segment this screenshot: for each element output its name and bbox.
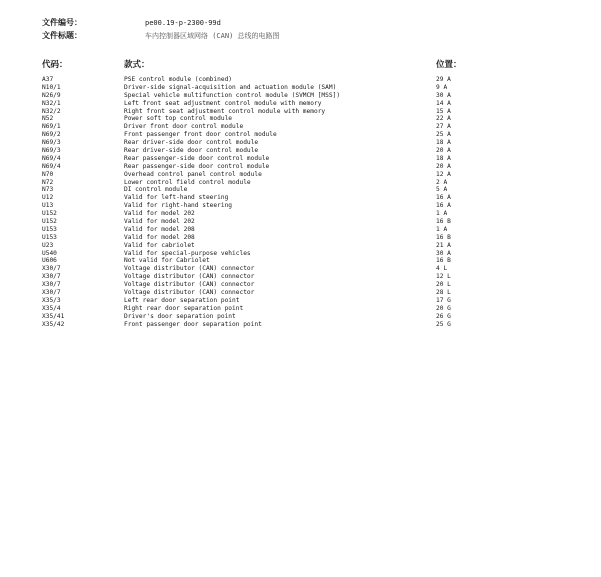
component-code: N69/4 — [42, 154, 61, 162]
component-description: Special vehicle multifunction control module (SVMCM [MSS]) — [124, 91, 341, 99]
component-code: N73 — [42, 186, 54, 194]
table-row — [0, 179, 601, 187]
component-location: 26 G — [436, 312, 451, 320]
component-location: 20 G — [436, 304, 451, 312]
component-code: N72 — [42, 178, 54, 186]
table-row — [0, 226, 601, 234]
component-description: Lower control field control module — [124, 178, 251, 186]
table-row — [0, 171, 601, 179]
table-row — [0, 108, 601, 116]
component-description: DI control module — [124, 186, 188, 194]
component-location: 20 A — [436, 147, 451, 155]
table-row — [0, 131, 601, 139]
component-location: 1 A — [436, 210, 448, 218]
table-row — [0, 257, 601, 265]
component-location: 4 L — [436, 265, 448, 273]
component-description: Right front seat adjustment control module with memory — [124, 107, 326, 115]
component-location: 9 A — [436, 83, 448, 91]
component-location: 27 A — [436, 123, 451, 131]
component-location: 25 A — [436, 131, 451, 139]
column-header-description: 款式： — [124, 60, 150, 70]
table-row — [0, 242, 601, 250]
table-row — [0, 281, 601, 289]
component-code: N69/2 — [42, 131, 61, 139]
component-code: X35/41 — [42, 312, 65, 320]
component-code: U13 — [42, 202, 54, 210]
component-description: Voltage distributor (CAN) connector — [124, 289, 255, 297]
component-code: U153 — [42, 225, 57, 233]
component-code: X30/7 — [42, 281, 61, 289]
component-location: 17 G — [436, 296, 451, 304]
table-row — [0, 147, 601, 155]
component-description: Valid for model 202 — [124, 210, 195, 218]
component-location: 14 A — [436, 99, 451, 107]
table-row — [0, 265, 601, 273]
component-description: Rear passenger-side door control module — [124, 162, 270, 170]
component-location: 30 A — [436, 249, 451, 257]
file-number-value: pe00.19-p-2300-99d — [145, 19, 221, 27]
component-location: 1 A — [436, 225, 448, 233]
component-code: N10/1 — [42, 83, 61, 91]
component-code: U152 — [42, 218, 57, 226]
component-code: N69/1 — [42, 123, 61, 131]
component-code: N26/9 — [42, 91, 61, 99]
component-description: Not valid for Cabriolet — [124, 257, 210, 265]
table-row — [0, 202, 601, 210]
component-description: Valid for cabriolet — [124, 241, 195, 249]
component-description: Driver's door separation point — [124, 312, 236, 320]
component-code: U12 — [42, 194, 54, 202]
file-title-value: 车内控制器区域网络 (CAN) 总线的电路图 — [145, 32, 280, 40]
component-location: 20 A — [436, 162, 451, 170]
component-code: A37 — [42, 76, 54, 83]
component-description: Power soft top control module — [124, 115, 233, 123]
table-row — [0, 297, 601, 305]
component-location: 16 A — [436, 202, 451, 210]
component-description: Voltage distributor (CAN) connector — [124, 265, 255, 273]
component-location: 28 L — [436, 289, 451, 297]
table-row — [0, 115, 601, 123]
table-row — [0, 139, 601, 147]
component-location: 22 A — [436, 115, 451, 123]
component-code: N69/3 — [42, 139, 61, 147]
component-description: Left front seat adjustment control module with memory — [124, 99, 322, 107]
component-code: X30/7 — [42, 265, 61, 273]
component-location: 2 A — [436, 178, 448, 186]
component-table — [0, 76, 601, 329]
component-code: N52 — [42, 115, 54, 123]
component-location: 29 A — [436, 76, 451, 83]
component-description: Valid for model 208 — [124, 233, 195, 241]
component-description: Voltage distributor (CAN) connector — [124, 273, 255, 281]
table-row — [0, 210, 601, 218]
component-location: 30 A — [436, 91, 451, 99]
component-description: Valid for left-hand steering — [124, 194, 229, 202]
component-code: U606 — [42, 257, 57, 265]
component-description: Rear driver-side door control module — [124, 139, 259, 147]
component-description: Left rear door separation point — [124, 296, 240, 304]
component-code: U152 — [42, 210, 57, 218]
component-description: Valid for model 202 — [124, 218, 195, 226]
component-location: 15 A — [436, 107, 451, 115]
component-location: 25 G — [436, 320, 451, 328]
table-row — [0, 250, 601, 258]
component-description: Front passenger door separation point — [124, 320, 262, 328]
component-description: PSE control module (combined) — [124, 76, 233, 83]
table-row — [0, 305, 601, 313]
table-row — [0, 100, 601, 108]
table-row — [0, 76, 601, 84]
component-location: 12 A — [436, 170, 451, 178]
table-row — [0, 273, 601, 281]
component-description: Rear driver-side door control module — [124, 147, 259, 155]
component-code: N69/3 — [42, 147, 61, 155]
component-location: 18 A — [436, 139, 451, 147]
component-code: X35/3 — [42, 296, 61, 304]
component-code: X35/42 — [42, 320, 65, 328]
component-code: N32/2 — [42, 107, 61, 115]
column-header-location: 位置： — [436, 60, 462, 70]
table-row — [0, 163, 601, 171]
component-code: N69/4 — [42, 162, 61, 170]
component-location: 16 A — [436, 194, 451, 202]
component-location: 16 B — [436, 257, 451, 265]
component-code: X30/7 — [42, 273, 61, 281]
table-row — [0, 92, 601, 100]
component-description: Valid for right-hand steering — [124, 202, 233, 210]
table-row — [0, 313, 601, 321]
component-code: N70 — [42, 170, 54, 178]
component-description: Right rear door separation point — [124, 304, 244, 312]
component-location: 12 L — [436, 273, 451, 281]
component-code: U23 — [42, 241, 54, 249]
table-row — [0, 321, 601, 329]
file-number-label: 文件编号： — [42, 18, 82, 27]
component-description: Overhead control panel control module — [124, 170, 262, 178]
file-title-label: 文件标题： — [42, 31, 82, 40]
component-code: N32/1 — [42, 99, 61, 107]
component-location: 20 L — [436, 281, 451, 289]
column-header-code: 代码： — [42, 60, 68, 70]
component-description: Driver front door control module — [124, 123, 244, 131]
table-row — [0, 234, 601, 242]
component-location: 21 A — [436, 241, 451, 249]
component-code: X30/7 — [42, 289, 61, 297]
table-row — [0, 194, 601, 202]
table-row — [0, 289, 601, 297]
component-code: X35/4 — [42, 304, 61, 312]
component-description: Rear passenger-side door control module — [124, 154, 270, 162]
component-description: Front passenger front door control module — [124, 131, 277, 139]
table-row — [0, 84, 601, 92]
component-code: U540 — [42, 249, 57, 257]
table-row — [0, 123, 601, 131]
component-location: 18 A — [436, 154, 451, 162]
component-description: Driver-side signal-acquisition and actuation module (SAM) — [124, 83, 337, 91]
component-description: Voltage distributor (CAN) connector — [124, 281, 255, 289]
component-code: U153 — [42, 233, 57, 241]
table-row — [0, 186, 601, 194]
component-description: Valid for model 208 — [124, 225, 195, 233]
component-location: 5 A — [436, 186, 448, 194]
component-location: 16 B — [436, 218, 451, 226]
table-row — [0, 218, 601, 226]
component-description: Valid for special-purpose vehicles — [124, 249, 251, 257]
table-row — [0, 155, 601, 163]
component-location: 16 B — [436, 233, 451, 241]
